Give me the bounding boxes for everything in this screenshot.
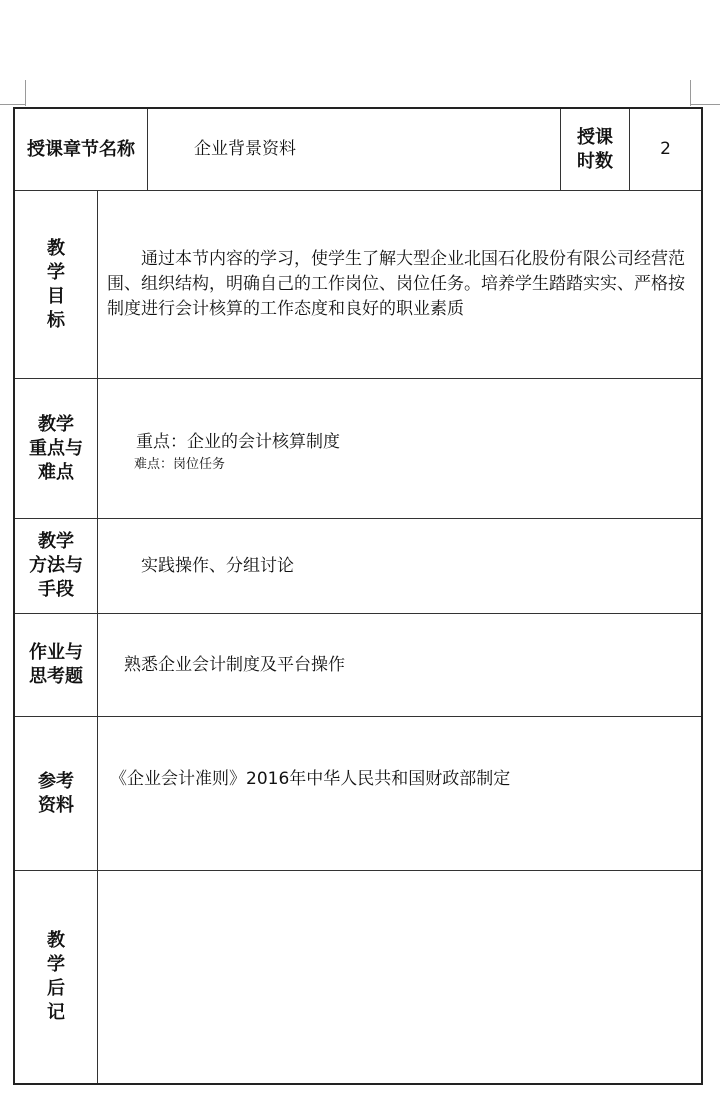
references-text: 《企业会计准则》2016年中华人民共和国财政部制定 (110, 769, 511, 789)
crop-mark-top-right-vertical (690, 80, 691, 106)
teaching-objectives-text: 通过本节内容的学习，使学生了解大型企业北国石化股份有限公司经营范围、组织结构，明确自己的工作岗位、岗位任务。培养学生踏踏实实、严格按制度进行会计核算的工作态度和良好的职业素质 (107, 249, 685, 319)
crop-mark-top-left-vertical (25, 80, 26, 106)
teaching-reflection-label: 教 学 后 记 (47, 930, 65, 1023)
key-points-content (98, 379, 701, 518)
homework-text: 熟悉企业会计制度及平台操作 (124, 654, 345, 675)
teaching-hours-label: 授课 时数 (577, 126, 613, 172)
teaching-methods-text: 实践操作、分组讨论 (141, 555, 294, 576)
key-point-text: 重点：企业的会计核算制度 (136, 432, 340, 452)
lesson-plan-table (13, 107, 703, 1085)
teaching-hours-value: 2 (660, 139, 671, 159)
key-points-label: 教学 重点与 难点 (29, 413, 83, 483)
teaching-objectives-label: 教 学 目 标 (47, 237, 65, 331)
difficulty-text: 难点：岗位任务 (134, 457, 226, 472)
homework-label: 作业与 思考题 (29, 642, 83, 687)
teaching-reflection-text (98, 871, 701, 1083)
teaching-methods-label: 教学 方法与 手段 (29, 531, 83, 600)
chapter-name-label: 授课章节名称 (27, 138, 135, 160)
crop-mark-top-left-horizontal (0, 104, 26, 105)
crop-mark-top-right-horizontal (690, 104, 720, 105)
chapter-name-value: 企业背景资料 (194, 139, 296, 159)
references-label: 参考 资料 (38, 770, 74, 816)
